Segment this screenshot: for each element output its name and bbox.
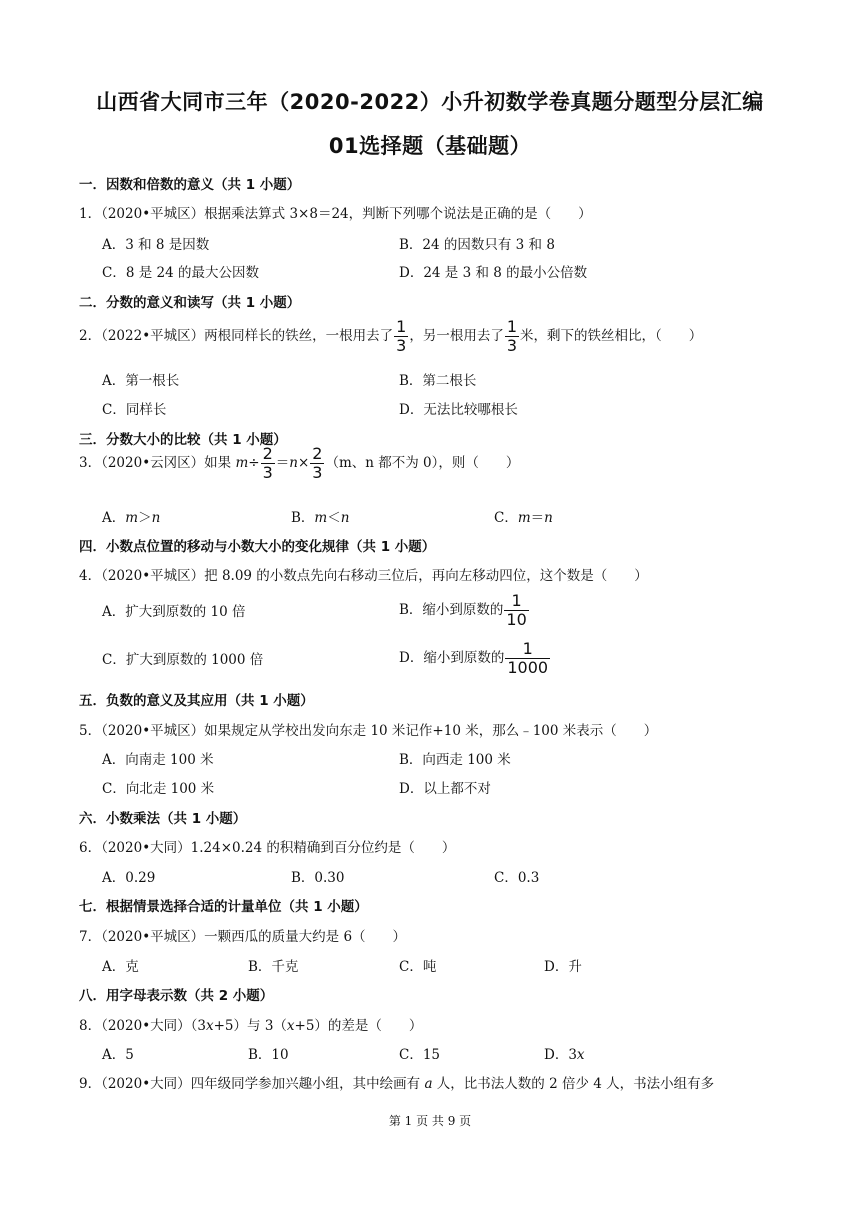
relation-sign: ＞ bbox=[138, 510, 152, 526]
variable-m: m bbox=[314, 510, 328, 526]
question-9-text-post: 人，比书法人数的 2 倍少 4 人，书法小组有多 bbox=[432, 1076, 715, 1092]
relation-sign: ＜ bbox=[327, 510, 341, 526]
document-title: 山西省大同市三年（2020-2022）小升初数学卷真题分题型分层汇编 bbox=[96, 90, 764, 114]
question-2-option-d: D．无法比较哪根长 bbox=[399, 402, 518, 418]
option-text: B．缩小到原数的 bbox=[399, 602, 504, 619]
variable-n: n bbox=[289, 455, 298, 472]
option-text: D．3 bbox=[544, 1047, 577, 1063]
section-heading-5: 五．负数的意义及其应用（共 1 小题） bbox=[79, 693, 314, 709]
relation-sign: ＝ bbox=[530, 510, 545, 526]
section-heading-4: 四．小数点位置的移动与小数大小的变化规律（共 1 小题） bbox=[79, 539, 436, 555]
option-text: D．缩小到原数的 bbox=[399, 650, 505, 667]
document-subtitle: 01选择题（基础题） bbox=[328, 134, 532, 158]
section-heading-1: 一．因数和倍数的意义（共 1 小题） bbox=[79, 177, 301, 193]
variable-x: x bbox=[286, 1018, 295, 1034]
fraction-numerator: 2 bbox=[312, 444, 323, 463]
section-heading-7: 七．根据情景选择合适的计量单位（共 1 小题） bbox=[79, 899, 368, 915]
variable-m: m bbox=[517, 510, 531, 526]
question-6-option-c: C．0.3 bbox=[494, 870, 540, 886]
fraction-one-tenth bbox=[504, 592, 528, 629]
equals-sign: ＝ bbox=[275, 455, 290, 472]
question-8-option-c: C．15 bbox=[399, 1047, 441, 1063]
question-2-text-pre: 2．（2022•平城区）两根同样长的铁丝，一根用去了 bbox=[79, 328, 394, 345]
variable-a: a bbox=[424, 1076, 433, 1092]
variable-x: x bbox=[576, 1047, 585, 1063]
question-2-text-post: 米，剩下的铁丝相比，（ ） bbox=[520, 328, 703, 345]
question-1-option-d: D．24 是 3 和 8 的最小公倍数 bbox=[399, 265, 588, 281]
section-heading-6: 六．小数乘法（共 1 小题） bbox=[79, 811, 247, 827]
question-3-text-pre: 3．（2020•云冈区）如果 bbox=[79, 455, 236, 472]
option-label: B． bbox=[291, 510, 315, 526]
fraction-denominator: 3 bbox=[396, 336, 407, 356]
question-8-text-post: +5）的差是（ ） bbox=[294, 1018, 423, 1034]
multiply-sign: × bbox=[297, 455, 310, 472]
question-7-option-d: D．升 bbox=[544, 959, 582, 975]
fraction-denominator: 1000 bbox=[507, 658, 549, 678]
question-7-stem: 7．（2020•平城区）一颗西瓜的质量大约是 6（ ） bbox=[79, 929, 407, 945]
variable-n: n bbox=[340, 510, 350, 526]
fraction-numerator: 1 bbox=[506, 317, 518, 336]
variable-n: n bbox=[151, 510, 161, 526]
option-label: A． bbox=[102, 510, 126, 526]
variable-m: m bbox=[125, 510, 139, 526]
question-2-option-c: C．同样长 bbox=[102, 402, 167, 418]
question-5-option-a: A．向南走 100 米 bbox=[102, 752, 214, 768]
question-4-option-d bbox=[399, 640, 551, 677]
question-8-option-b: B．10 bbox=[248, 1047, 289, 1063]
fraction-numerator: 1 bbox=[511, 591, 522, 610]
question-2-stem bbox=[79, 318, 702, 355]
question-5-option-c: C．向北走 100 米 bbox=[102, 781, 215, 797]
question-7-option-a: A．克 bbox=[102, 959, 139, 975]
section-heading-3: 三．分数大小的比较（共 1 小题） bbox=[79, 432, 287, 448]
fraction-numerator: 2 bbox=[262, 444, 273, 463]
question-3-option-c bbox=[494, 506, 553, 526]
fraction-numerator: 1 bbox=[396, 317, 407, 336]
question-2-option-a: A．第一根长 bbox=[102, 373, 180, 389]
question-8-text-mid: +5）与 3（ bbox=[213, 1018, 287, 1034]
question-7-option-c: C．吨 bbox=[399, 959, 437, 975]
fraction-denominator: 3 bbox=[312, 463, 323, 483]
variable-x: x bbox=[206, 1018, 214, 1034]
fraction-one-third-2 bbox=[505, 318, 519, 355]
question-8-option-a: A．5 bbox=[102, 1047, 134, 1063]
question-3-stem bbox=[79, 445, 519, 482]
variable-n: n bbox=[544, 510, 553, 526]
question-3-option-b bbox=[291, 506, 349, 526]
question-2-text-mid: ，另一根用去了 bbox=[409, 328, 504, 345]
divide-sign: ÷ bbox=[248, 455, 260, 472]
question-9-stem bbox=[79, 1072, 714, 1092]
question-1-option-c: C．8 是 24 的最大公因数 bbox=[102, 265, 259, 281]
question-6-option-a: A．0.29 bbox=[102, 870, 156, 886]
question-8-stem bbox=[79, 1014, 422, 1034]
question-1-option-a: A．3 和 8 是因数 bbox=[102, 237, 210, 253]
question-1-stem: 1．（2020•平城区）根据乘法算式 3×8＝24，判断下列哪个说法是正确的是（ ） bbox=[79, 206, 592, 222]
section-heading-2: 二．分数的意义和读写（共 1 小题） bbox=[79, 295, 301, 311]
question-5-option-d: D．以上都不对 bbox=[399, 781, 491, 797]
question-4-option-c: C．扩大到原数的 1000 倍 bbox=[102, 652, 264, 668]
fraction-one-third-1 bbox=[394, 318, 408, 355]
question-8-option-d bbox=[544, 1043, 585, 1063]
question-1-option-b: B．24 的因数只有 3 和 8 bbox=[399, 237, 555, 253]
question-6-option-b: B．0.30 bbox=[291, 870, 345, 886]
question-6-stem: 6．（2020•大同）1.24×0.24 的积精确到百分位约是（ ） bbox=[79, 840, 456, 856]
fraction-two-thirds-1 bbox=[261, 445, 275, 482]
section-heading-8: 八．用字母表示数（共 2 小题） bbox=[79, 988, 274, 1004]
fraction-two-thirds-2 bbox=[310, 445, 324, 482]
question-8-text-pre: 8．（2020•大同）（3 bbox=[79, 1018, 206, 1034]
question-4-option-a: A．扩大到原数的 10 倍 bbox=[102, 604, 246, 620]
variable-m: m bbox=[235, 455, 249, 472]
fraction-one-thousandth bbox=[505, 640, 550, 677]
question-7-option-b: B．千克 bbox=[248, 959, 299, 975]
question-2-option-b: B．第二根长 bbox=[399, 373, 477, 389]
fraction-denominator: 3 bbox=[506, 336, 518, 356]
option-label: C． bbox=[494, 510, 518, 526]
question-3-option-a bbox=[102, 506, 160, 526]
question-5-stem: 5．（2020•平城区）如果规定从学校出发向东走 10 米记作+10 米，那么﹣100 米表示（ ） bbox=[79, 723, 658, 739]
fraction-numerator: 1 bbox=[522, 639, 533, 658]
fraction-denominator: 10 bbox=[506, 610, 527, 630]
question-9-text-pre: 9．（2020•大同）四年级同学参加兴趣小组，其中绘画有 bbox=[79, 1076, 425, 1092]
question-3-text-post: （m、n 都不为 0），则（ ） bbox=[325, 455, 520, 472]
page-footer: 第 1 页 共 9 页 bbox=[388, 1114, 472, 1128]
fraction-denominator: 3 bbox=[262, 463, 273, 483]
question-4-option-b bbox=[399, 592, 530, 629]
question-4-stem: 4．（2020•平城区）把 8.09 的小数点先向右移动三位后，再向左移动四位，这个数是（ ） bbox=[79, 568, 648, 584]
question-5-option-b: B．向西走 100 米 bbox=[399, 752, 511, 768]
